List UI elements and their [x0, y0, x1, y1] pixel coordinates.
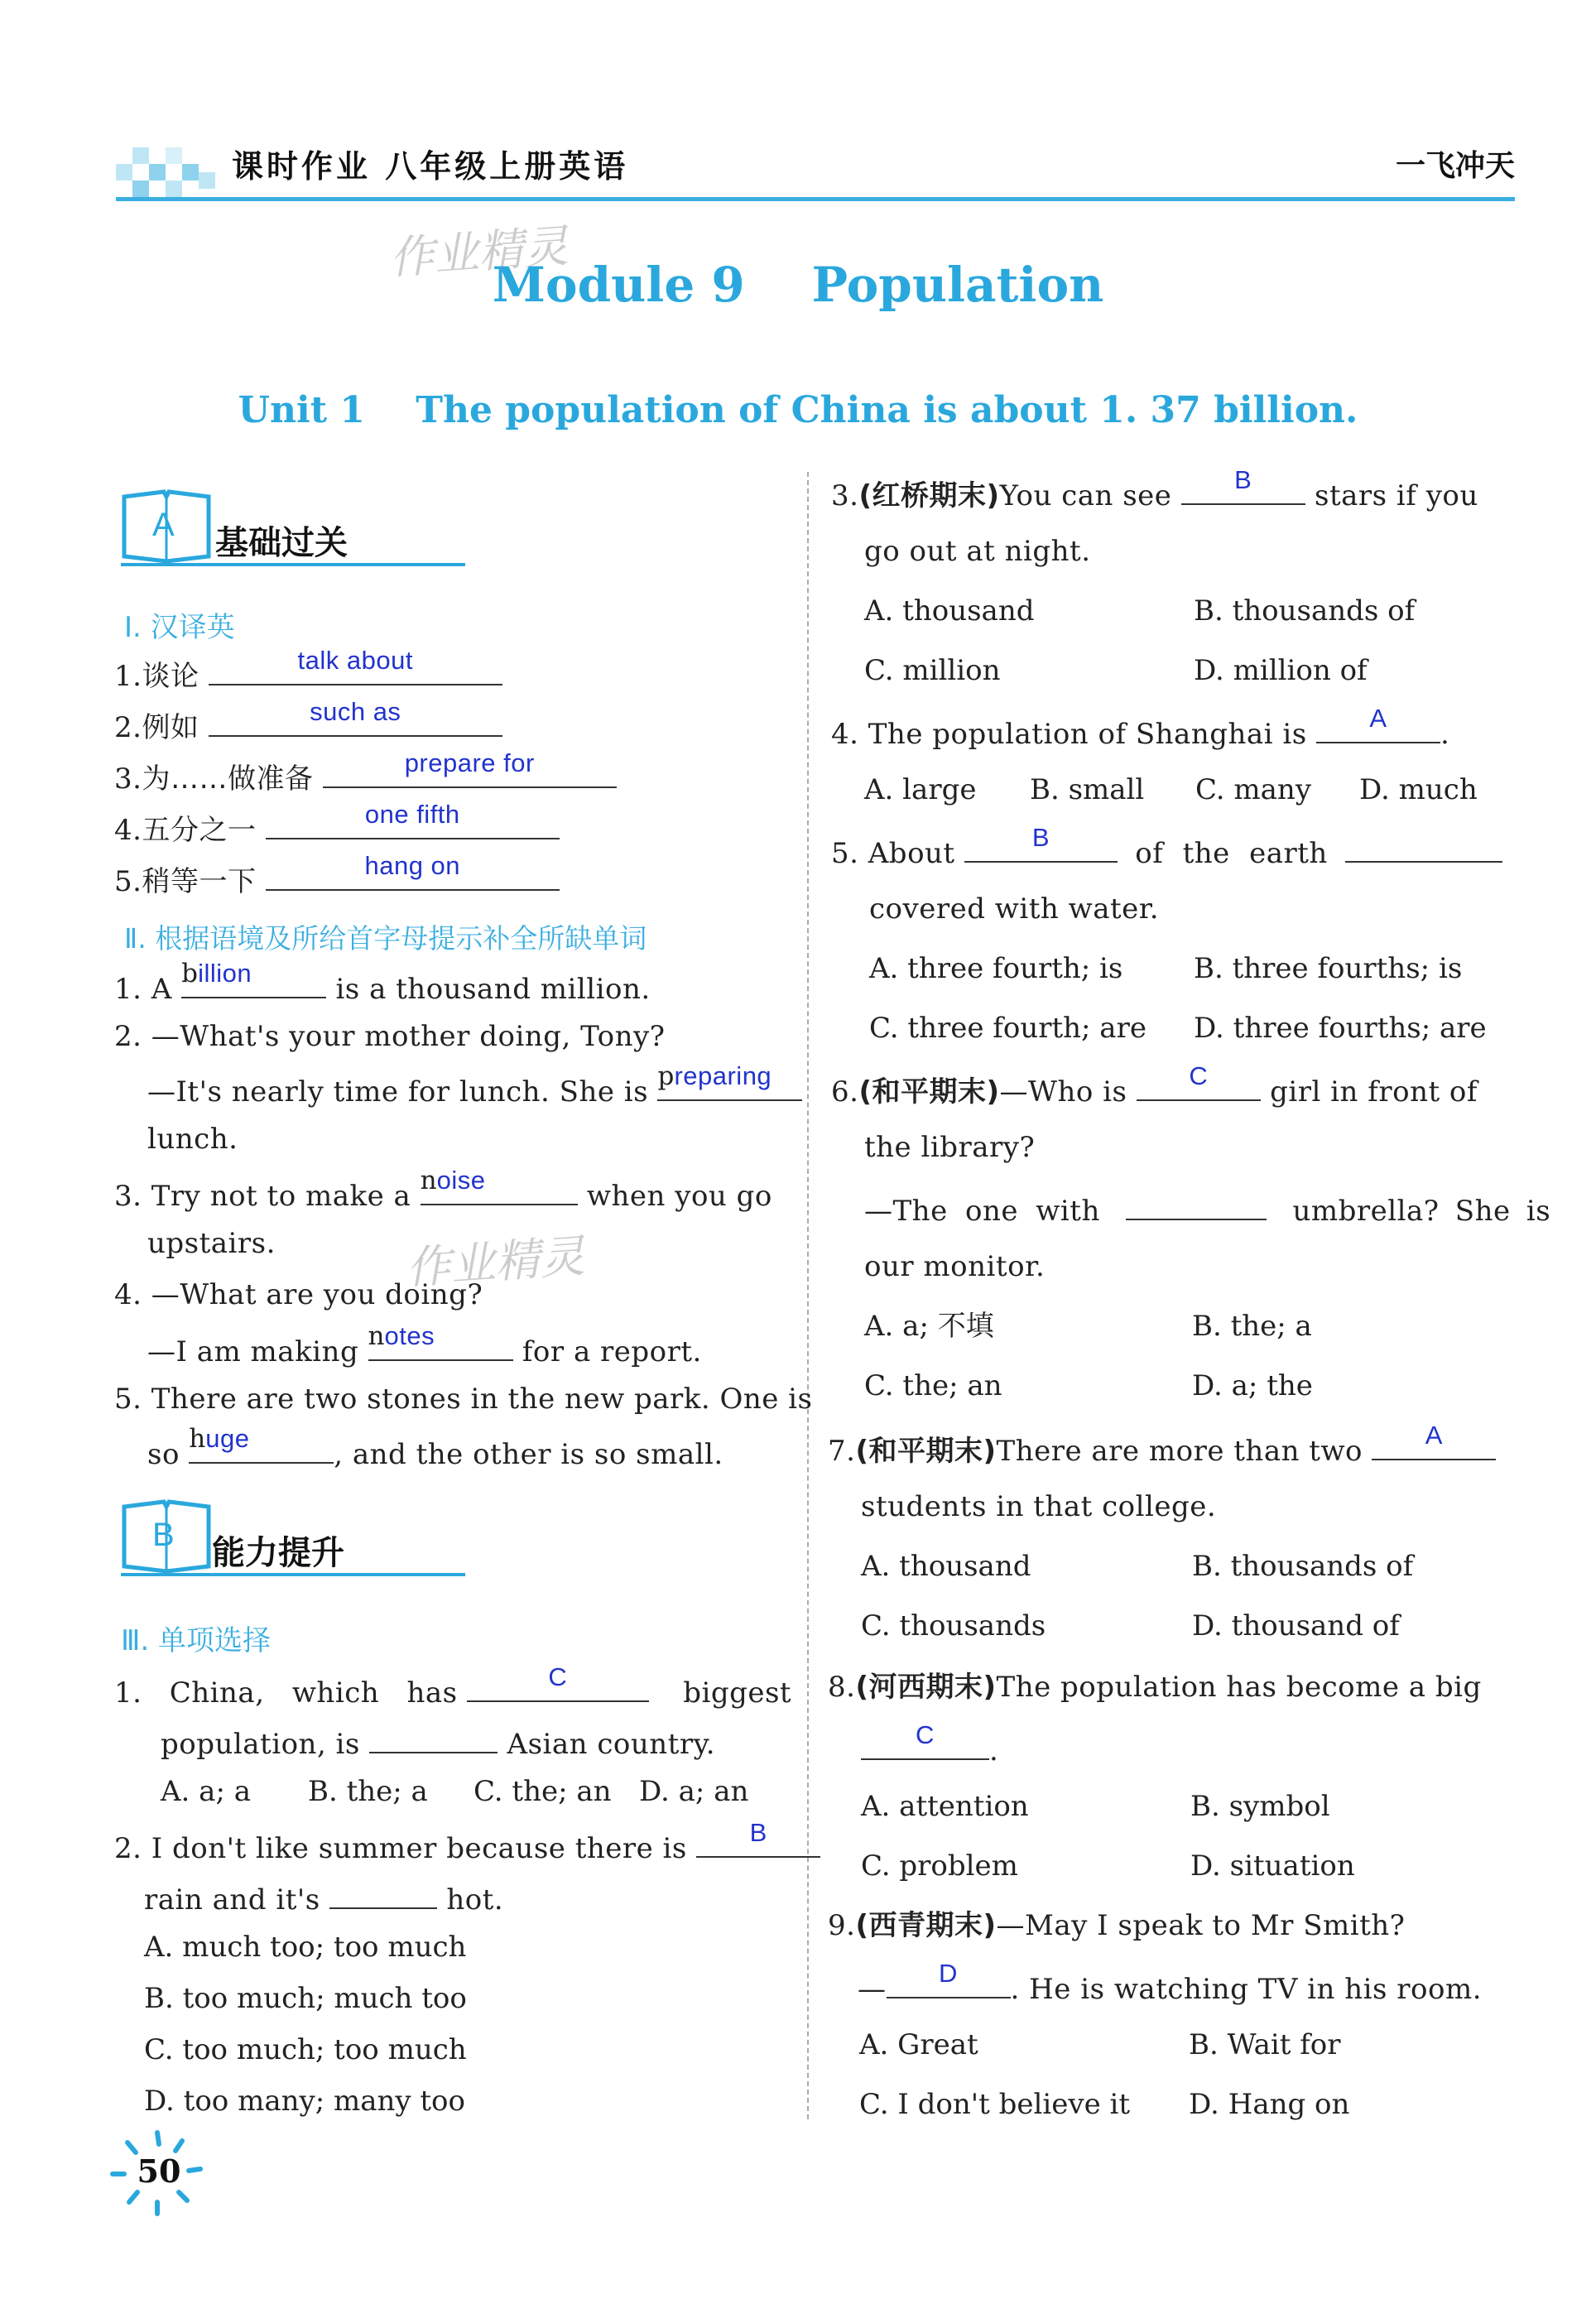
answer: prepare for [404, 748, 535, 777]
question-source: (河西期末) [855, 1671, 997, 1704]
question: — D . He is watching TV in his room. [858, 1967, 1482, 2008]
section-b-rule [121, 1573, 465, 1576]
option: C. problem [861, 1849, 1018, 1883]
option: D. thousand of [1192, 1609, 1400, 1642]
option: D. much [1359, 773, 1478, 806]
option: C. three fourth; are [869, 1012, 1147, 1045]
page-number: 50 [137, 2152, 181, 2190]
option: B. the; a [1192, 1310, 1312, 1343]
column-divider [807, 472, 809, 2119]
question-source: (和平期末) [858, 1075, 1000, 1109]
option: C. many [1195, 773, 1312, 806]
option: A. Great [859, 2028, 978, 2061]
part1-item: 5.稍等一下 hang on [114, 859, 560, 900]
option: C. too much; too much [144, 2033, 467, 2066]
part1-heading: Ⅰ. 汉译英 [124, 611, 235, 644]
section-a-title: 基础过关 [215, 524, 348, 562]
module-title: Module 9 Population [492, 257, 1104, 313]
option: A. thousand [864, 594, 1035, 628]
question-source: (和平期末) [855, 1435, 997, 1468]
answer: C [916, 1720, 935, 1749]
answer: uge [205, 1424, 250, 1453]
question: 1. A b illion is a thousand million. [114, 967, 651, 1008]
question: upstairs. [147, 1227, 276, 1260]
part1-item: 4.五分之一 one fifth [114, 808, 560, 849]
question: —It's nearly time for lunch. She is p reparing [147, 1070, 802, 1110]
option: A. large [864, 773, 977, 806]
answer: C [1189, 1061, 1209, 1090]
answer: illion [198, 959, 252, 988]
option: B. three fourths; is [1194, 952, 1463, 985]
answer: one fifth [364, 800, 460, 829]
question: 4. —What are you doing? [114, 1278, 483, 1311]
question: rain and it's hot. [144, 1878, 503, 1918]
option: B. Wait for [1189, 2028, 1341, 2061]
question: population, is Asian country. [161, 1722, 715, 1763]
answer: C [548, 1662, 568, 1691]
option: A. attention [861, 1790, 1029, 1823]
question-source: (红桥期末) [858, 479, 1000, 512]
question: covered with water. [869, 892, 1160, 926]
unit-title: Unit 1 The population of China is about 1. 37 billion. [238, 389, 1358, 431]
answer: hang on [364, 851, 461, 880]
option: B. too much; much too [144, 1982, 467, 2015]
part1-item: 2.例如 such as [114, 705, 502, 746]
answer: reparing [674, 1061, 772, 1090]
option: B. small [1030, 773, 1145, 806]
option: C. I don't believe it [859, 2088, 1131, 2121]
answer: oise [436, 1166, 486, 1195]
watermark: 作业精灵 [404, 1229, 587, 1295]
question: 6.(和平期末)—Who is C girl in front of [831, 1070, 1478, 1110]
option: C. the; an [474, 1775, 612, 1808]
answer: A [1425, 1421, 1443, 1450]
option: B. thousands of [1194, 594, 1416, 628]
option: C. thousands [861, 1609, 1046, 1642]
answer: A [1369, 704, 1387, 733]
question: —The one with umbrella? She is [864, 1189, 1550, 1229]
question: C . [861, 1729, 998, 1769]
option: B. thousands of [1192, 1550, 1414, 1583]
answer: B [1031, 823, 1050, 852]
header-checker-icon [116, 147, 215, 197]
question: students in that college. [861, 1490, 1217, 1523]
option: A. much too; too much [144, 1931, 467, 1964]
page-header [116, 132, 1515, 207]
option: D. a; the [1192, 1369, 1313, 1402]
question: 7.(和平期末)There are more than two A [828, 1429, 1496, 1469]
option: C. million [864, 654, 1001, 687]
watermark: 作业精灵 [387, 219, 570, 285]
section-a-letter: A [152, 507, 175, 543]
section-b-letter: B [152, 1517, 175, 1553]
option: A. thousand [861, 1550, 1031, 1583]
question: —I am making n otes for a report. [147, 1330, 702, 1370]
option: D. situation [1190, 1849, 1355, 1883]
question: lunch. [147, 1123, 238, 1156]
page-number-area [108, 2128, 207, 2219]
section-a-badge [121, 488, 469, 571]
question-source: (西青期末) [855, 1909, 997, 1942]
question: 1. China, which has C biggest [114, 1671, 791, 1711]
part1-item: 3.为……做准备 prepare for [114, 757, 617, 797]
answer: otes [384, 1321, 435, 1350]
option: D. Hang on [1189, 2088, 1350, 2121]
question: 8.(河西期末)The population has become a big [828, 1671, 1482, 1704]
answer: B [1234, 465, 1252, 494]
option: A. three fourth; is [869, 952, 1123, 985]
option: A. a; 不填 [864, 1310, 994, 1343]
part1-item: 1.谈论 talk about [114, 654, 502, 695]
answer: D [939, 1959, 958, 1988]
question: the library? [864, 1131, 1036, 1164]
question: 5. There are two stones in the new park. One is [114, 1383, 813, 1416]
option: D. a; an [639, 1775, 749, 1808]
option: A. a; a [161, 1775, 251, 1808]
question: 9.(西青期末)—May I speak to Mr Smith? [828, 1909, 1406, 1942]
answer: such as [310, 697, 401, 726]
answer: talk about [297, 646, 413, 675]
question: our monitor. [864, 1250, 1046, 1283]
section-b-badge [121, 1498, 469, 1581]
question: 3.(红桥期末)You can see B stars if you [831, 474, 1478, 514]
question: 4. The population of Shanghai is A . [831, 712, 1449, 753]
option: C. the; an [864, 1369, 1002, 1402]
question: 2. I don't like summer because there is B [114, 1826, 820, 1867]
option: B. the; a [308, 1775, 428, 1808]
question: 5. About B of the earth [831, 831, 1502, 872]
option: D. too many; many too [144, 2085, 465, 2118]
part2-heading: Ⅱ. 根据语境及所给首字母提示补全所缺单词 [124, 922, 647, 955]
question: 2. —What's your mother doing, Tony? [114, 1020, 666, 1053]
header-rule [116, 197, 1515, 201]
part3-heading: Ⅲ. 单项选择 [121, 1624, 272, 1657]
option: D. three fourths; are [1194, 1012, 1487, 1045]
question: go out at night. [864, 535, 1091, 568]
question: so h uge , and the other is so small. [147, 1432, 723, 1473]
section-a-rule [121, 563, 465, 566]
section-b-title: 能力提升 [212, 1534, 344, 1572]
brand-logo: 一飞冲天 [1395, 149, 1515, 183]
answer: B [749, 1818, 767, 1847]
book-title: 课时作业 八年级上册英语 [232, 148, 629, 185]
option: B. symbol [1190, 1790, 1330, 1823]
question: 3. Try not to make a n oise when you go [114, 1174, 772, 1214]
option: D. million of [1194, 654, 1368, 687]
